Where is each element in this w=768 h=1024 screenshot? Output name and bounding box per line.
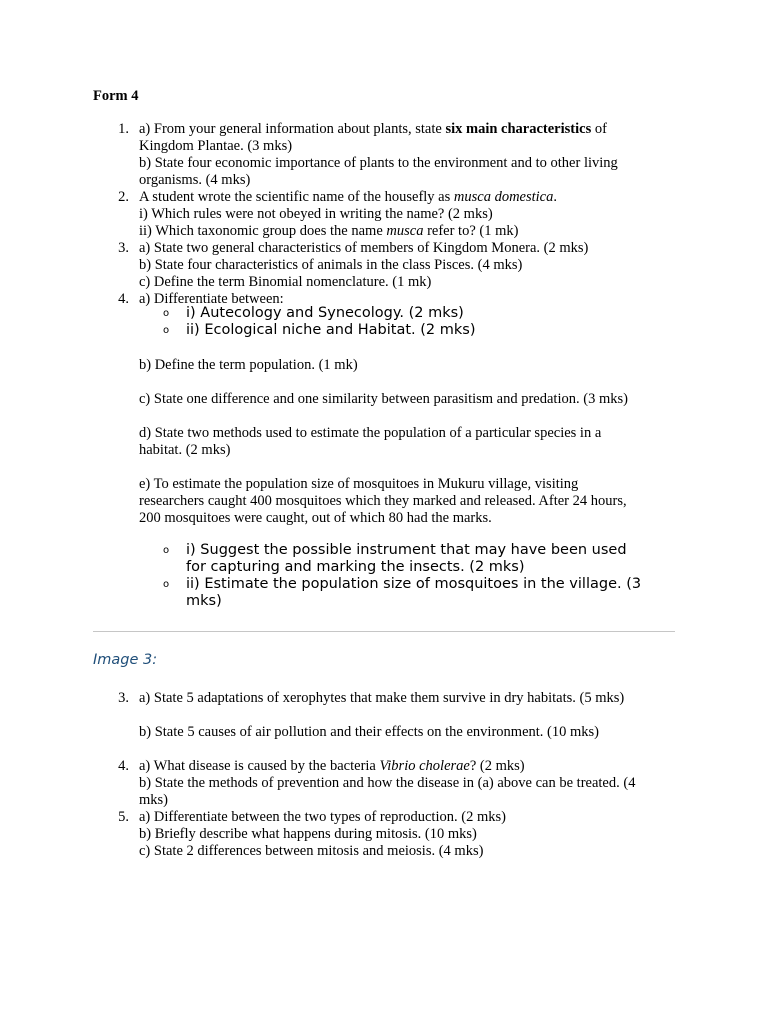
question-1b-line2: organisms. (4 mks) bbox=[139, 172, 251, 188]
bullet-text: ii) Estimate the population size of mosquitoes in the village. (3 bbox=[186, 576, 642, 592]
question-number: 4. bbox=[118, 758, 129, 774]
question-5b: b) Briefly describe what happens during mitosis. (10 mks) bbox=[139, 826, 477, 842]
question-4e-bullets bbox=[93, 542, 683, 610]
bullet-item bbox=[93, 542, 683, 576]
question-text: researchers caught 400 mosquitoes which they marked and released. After 24 hours, bbox=[139, 493, 627, 509]
bullet-marker: o bbox=[163, 308, 170, 319]
question-number: 5. bbox=[118, 809, 129, 825]
question-1 bbox=[93, 121, 683, 189]
bullet-text: i) Suggest the possible instrument that may have been used bbox=[186, 542, 627, 558]
question-list-section2 bbox=[93, 690, 683, 860]
scientific-name: musca bbox=[386, 223, 424, 239]
question-4 bbox=[93, 758, 683, 809]
question-5c: c) State 2 differences between mitosis and meiosis. (4 mks) bbox=[139, 843, 484, 859]
document-title: Form 4 bbox=[93, 88, 139, 104]
question-1a-line2: Kingdom Plantae. (3 mks) bbox=[139, 138, 293, 154]
bullet-marker: o bbox=[163, 579, 170, 590]
question-number: 1. bbox=[118, 121, 129, 137]
bullet-text: for capturing and marking the insects. (2 mks) bbox=[186, 559, 525, 575]
question-list-section1 bbox=[93, 121, 683, 308]
question-3a: a) State two general characteristics of members of Kingdom Monera. (2 mks) bbox=[139, 240, 589, 256]
image-heading: Image 3: bbox=[93, 652, 158, 668]
question-4b bbox=[93, 357, 683, 374]
question-5 bbox=[93, 809, 683, 860]
question-4c bbox=[93, 391, 683, 408]
question-5a: a) Differentiate between the two types of reproduction. (2 mks) bbox=[139, 809, 506, 825]
bullet-text: ii) Ecological niche and Habitat. (2 mks) bbox=[186, 322, 476, 338]
question-text: . bbox=[553, 189, 557, 205]
bullet-item bbox=[93, 576, 683, 610]
scientific-name: Vibrio cholerae bbox=[379, 758, 470, 774]
bullet-text: i) Autecology and Synecology. (2 mks) bbox=[186, 305, 464, 321]
question-text: c) State one difference and one similarity between parasitism and predation. (3 mks) bbox=[139, 391, 628, 407]
question-3b: b) State four characteristics of animals in the class Pisces. (4 mks) bbox=[139, 257, 523, 273]
question-4a bbox=[139, 758, 683, 775]
question-2-line2: i) Which rules were not obeyed in writing the name? (2 mks) bbox=[139, 206, 493, 222]
question-text: habitat. (2 mks) bbox=[139, 442, 231, 458]
question-3 bbox=[93, 240, 683, 291]
bullet-item bbox=[93, 322, 683, 339]
bullet-text: mks) bbox=[186, 593, 222, 609]
question-number: 2. bbox=[118, 189, 129, 205]
question-number: 3. bbox=[118, 690, 129, 706]
question-4b-line1: b) State the methods of prevention and how the disease in (a) above can be treated. (4 bbox=[139, 775, 636, 791]
question-text: a) From your general information about plants, state bbox=[139, 121, 446, 137]
section-divider bbox=[93, 631, 675, 632]
question-2 bbox=[93, 189, 683, 240]
question-text: ii) Which taxonomic group does the name bbox=[139, 223, 387, 239]
question-3 bbox=[93, 690, 683, 741]
question-1b-line1: b) State four economic importance of plants to the environment and to other living bbox=[139, 155, 618, 171]
scientific-name: musca domestica bbox=[453, 189, 554, 205]
question-text: 200 mosquitoes were caught, out of which 80 had the marks. bbox=[139, 510, 492, 526]
bullet-item bbox=[93, 305, 683, 322]
question-4a-bullets bbox=[93, 305, 683, 339]
question-4a: a) Differentiate between: bbox=[139, 291, 284, 307]
question-4d bbox=[93, 425, 683, 459]
question-3b: b) State 5 causes of air pollution and their effects on the environment. (10 mks) bbox=[139, 724, 599, 740]
question-text: a) What disease is caused by the bacteria bbox=[139, 758, 380, 774]
question-3a: a) State 5 adaptations of xerophytes that make them survive in dry habitats. (5 mks) bbox=[139, 690, 625, 706]
question-1a-line1 bbox=[139, 121, 683, 138]
question-text: e) To estimate the population size of mosquitoes in Mukuru village, visiting bbox=[139, 476, 579, 492]
bullet-marker: o bbox=[163, 325, 170, 336]
question-text: refer to? (1 mk) bbox=[423, 223, 519, 239]
question-text: A student wrote the scientific name of the housefly as bbox=[139, 189, 454, 205]
question-text: ? (2 mks) bbox=[469, 758, 525, 774]
question-4e bbox=[93, 476, 683, 527]
question-text: d) State two methods used to estimate the population of a particular species in a bbox=[139, 425, 602, 441]
bullet-marker: o bbox=[163, 545, 170, 556]
question-2-line3 bbox=[139, 223, 683, 240]
question-2-line1 bbox=[139, 189, 683, 206]
question-4b-line2: mks) bbox=[139, 792, 168, 808]
question-4-continued bbox=[93, 357, 683, 527]
question-number: 4. bbox=[118, 291, 129, 307]
question-text: of bbox=[591, 121, 607, 137]
question-emphasis: six main characteristics bbox=[445, 121, 592, 137]
question-text: b) Define the term population. (1 mk) bbox=[139, 357, 358, 373]
question-3c: c) Define the term Binomial nomenclature. (1 mk) bbox=[139, 274, 432, 290]
question-number: 3. bbox=[118, 240, 129, 256]
